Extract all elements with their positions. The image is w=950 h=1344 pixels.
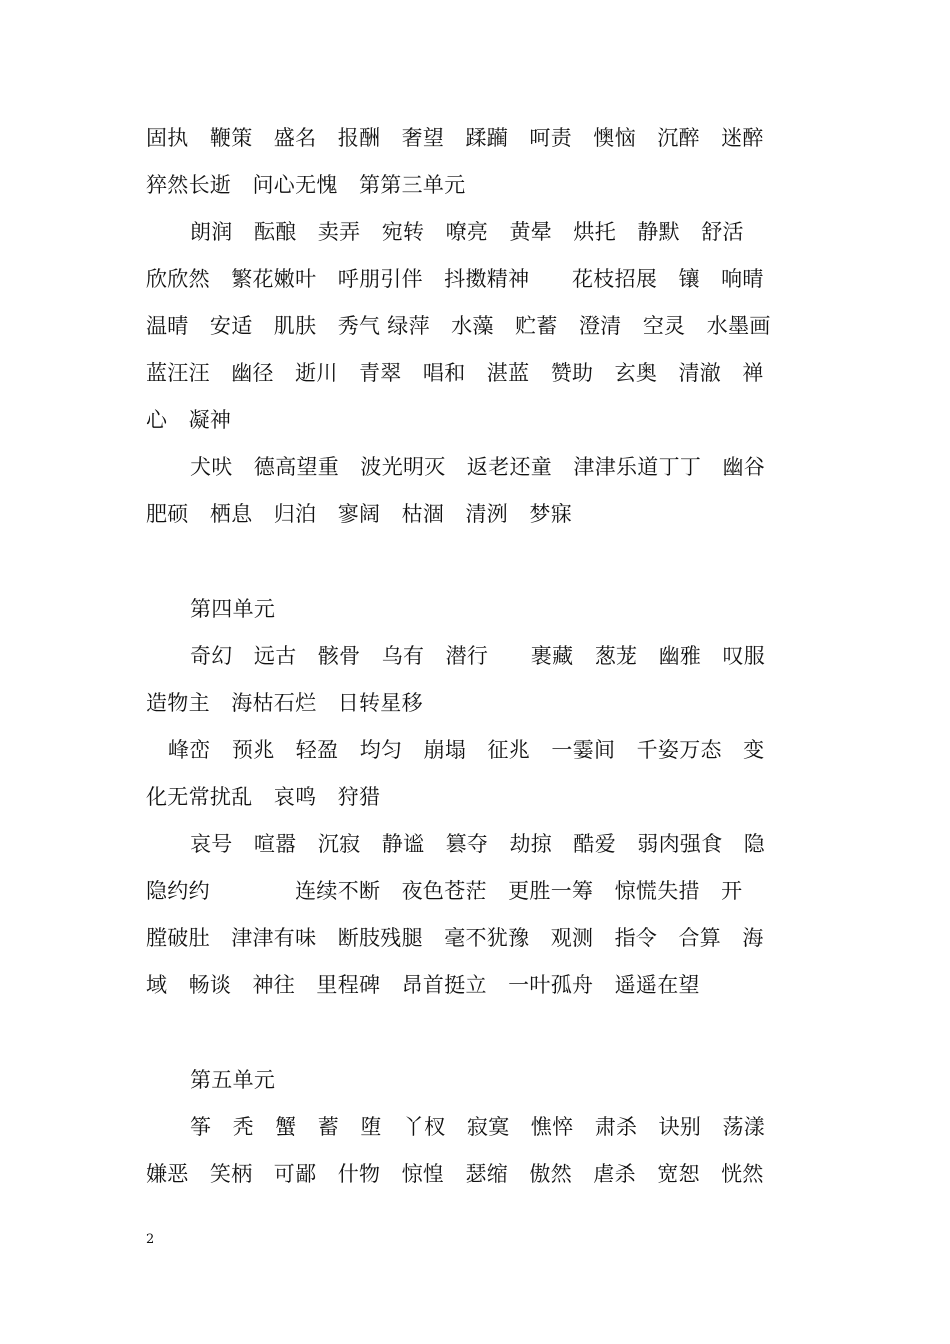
vocab-line-13: 化无常扰乱 哀鸣 狩猎	[146, 785, 381, 809]
vocab-line-7: 心 凝神	[146, 408, 232, 432]
vocab-line-14: 哀号 喧嚣 沉寂 静谧 篡夺 劫掠 酷爱 弱肉强食 隐	[190, 832, 766, 856]
section-heading-unit-4: 第四单元	[190, 597, 276, 621]
vocab-line-18: 筝 秃 蟹 蓄 堕 丫杈 寂寞 憔悴 肃杀 诀别 荡漾	[190, 1115, 766, 1139]
vocab-line-2: 猝然长逝 问心无愧 第第三单元	[146, 173, 466, 197]
vocab-line-19: 嫌恶 笑柄 可鄙 什物 惊惶 瑟缩 傲然 虐杀 宽恕 恍然	[146, 1162, 764, 1186]
vocab-line-3: 朗润 酝酿 卖弄 宛转 嘹亮 黄晕 烘托 静默 舒活	[190, 220, 744, 244]
vocab-line-8: 犬吠 德高望重 波光明灭 返老还童 津津乐道丁丁 幽谷	[190, 455, 766, 479]
vocab-line-17: 域 畅谈 神往 里程碑 昂首挺立 一叶孤舟 遥遥在望	[146, 973, 700, 997]
vocab-line-15: 隐约约 连续不断 夜色苍茫 更胜一筹 惊慌失措 开	[146, 879, 743, 903]
vocab-line-16: 膛破肚 津津有味 断肢残腿 毫不犹豫 观测 指令 合算 海	[146, 926, 764, 950]
vocab-line-6: 蓝汪汪 幽径 逝川 青翠 唱和 湛蓝 赞助 玄奥 清澈 禅	[146, 361, 764, 385]
page-number: 2	[146, 1232, 155, 1247]
vocab-line-5: 温晴 安适 肌肤 秀气 绿萍 水藻 贮蓄 澄清 空灵 水墨画	[146, 314, 771, 338]
vocab-line-12: 峰峦 预兆 轻盈 均匀 崩塌 征兆 一霎间 千姿万态 变	[168, 738, 765, 762]
vocab-line-11: 造物主 海枯石烂 日转星移	[146, 691, 423, 715]
vocab-line-4: 欣欣然 繁花嫩叶 呼朋引伴 抖擞精神 花枝招展 镶 响晴	[146, 267, 764, 291]
vocab-line-9: 肥硕 栖息 归泊 寥阔 枯涸 清洌 梦寐	[146, 502, 572, 526]
vocab-line-10: 奇幻 远古 骸骨 乌有 潜行 裹藏 葱茏 幽雅 叹服	[190, 644, 766, 668]
vocab-line-1: 固执 鞭策 盛名 报酬 奢望 蹂躏 呵责 懊恼 沉醉 迷醉	[146, 126, 764, 150]
section-heading-unit-5: 第五单元	[190, 1068, 276, 1092]
